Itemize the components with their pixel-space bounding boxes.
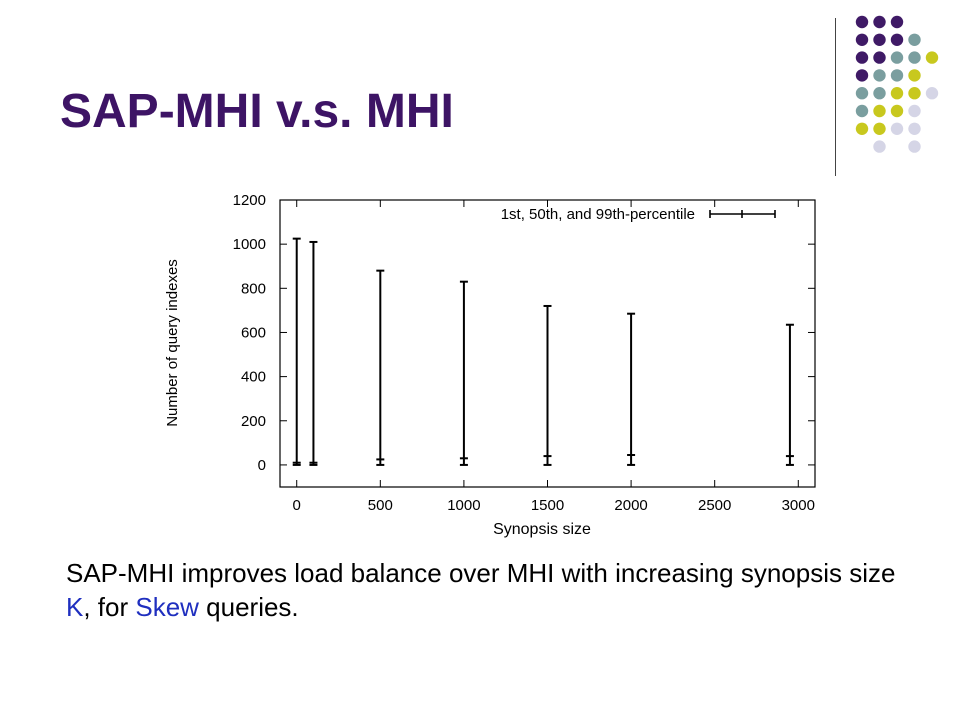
decorative-dot xyxy=(891,123,903,135)
decorative-dot xyxy=(891,16,903,28)
slide-title: SAP-MHI v.s. MHI xyxy=(60,85,454,138)
chart-legend xyxy=(501,206,775,223)
slide-caption xyxy=(66,556,926,624)
decorative-dot-grid xyxy=(850,12,950,162)
x-tick-label: 500 xyxy=(367,497,393,514)
decorative-dot xyxy=(873,123,885,135)
caption-highlight-k: K xyxy=(66,592,84,622)
decorative-dot xyxy=(908,87,920,99)
errorbar xyxy=(293,239,301,465)
decorative-dot xyxy=(908,123,920,135)
decorative-dot xyxy=(908,51,920,63)
decorative-dot xyxy=(891,105,903,117)
y-tick-label: 800 xyxy=(240,280,266,298)
errorbar xyxy=(460,282,468,465)
x-tick-label: 1000 xyxy=(447,497,481,514)
decorative-dot xyxy=(873,16,885,28)
decorative-dot xyxy=(908,105,920,117)
caption-text: queries. xyxy=(198,592,299,622)
decorative-dot xyxy=(856,87,868,99)
decorative-dot xyxy=(926,51,938,63)
y-tick-label: 1000 xyxy=(232,236,266,254)
decorative-divider xyxy=(835,18,836,176)
y-tick-label: 600 xyxy=(240,324,266,342)
caption-text: SAP-MHI improves load balance over MHI with increasing synopsis size xyxy=(66,558,896,588)
decorative-dot xyxy=(891,34,903,46)
decorative-dot xyxy=(873,51,885,63)
decorative-dot xyxy=(873,87,885,99)
decorative-dot xyxy=(873,34,885,46)
decorative-dot xyxy=(891,69,903,81)
decorative-dot xyxy=(908,69,920,81)
x-tick-label: 2500 xyxy=(698,497,732,514)
decorative-dot xyxy=(891,87,903,99)
errorbar xyxy=(786,325,794,465)
decorative-dot xyxy=(873,69,885,81)
decorative-dot xyxy=(908,34,920,46)
decorative-dot xyxy=(856,123,868,135)
decorative-dot xyxy=(891,51,903,63)
decorative-dot xyxy=(908,140,920,152)
decorative-dot xyxy=(873,140,885,152)
y-tick-label: 400 xyxy=(240,368,266,386)
decorative-dot xyxy=(856,16,868,28)
decorative-dot xyxy=(856,34,868,46)
decorative-dot xyxy=(856,69,868,81)
decorative-dot xyxy=(856,105,868,117)
x-tick-label: 1500 xyxy=(530,497,565,514)
x-tick-label: 0 xyxy=(292,497,301,514)
x-tick-label: 2000 xyxy=(614,497,648,514)
caption-text: , for xyxy=(83,592,136,622)
y-tick-label: 1200 xyxy=(232,192,266,209)
caption-highlight-skew: Skew xyxy=(135,592,199,622)
y-tick-label: 0 xyxy=(257,456,266,474)
errorbar xyxy=(376,271,384,465)
x-axis-label: Synopsis size xyxy=(493,521,591,538)
y-tick-label: 200 xyxy=(240,412,266,430)
errorbar xyxy=(544,306,552,465)
errorbar xyxy=(309,242,317,465)
y-axis-label: Number of query indexes xyxy=(164,259,181,427)
x-tick-label: 3000 xyxy=(781,497,815,514)
decorative-dot xyxy=(873,105,885,117)
legend-label: 1st, 50th, and 99th-percentile xyxy=(500,206,695,223)
errorbar xyxy=(627,314,635,465)
decorative-dot xyxy=(856,51,868,63)
decorative-dot xyxy=(926,87,938,99)
chart xyxy=(150,180,830,550)
